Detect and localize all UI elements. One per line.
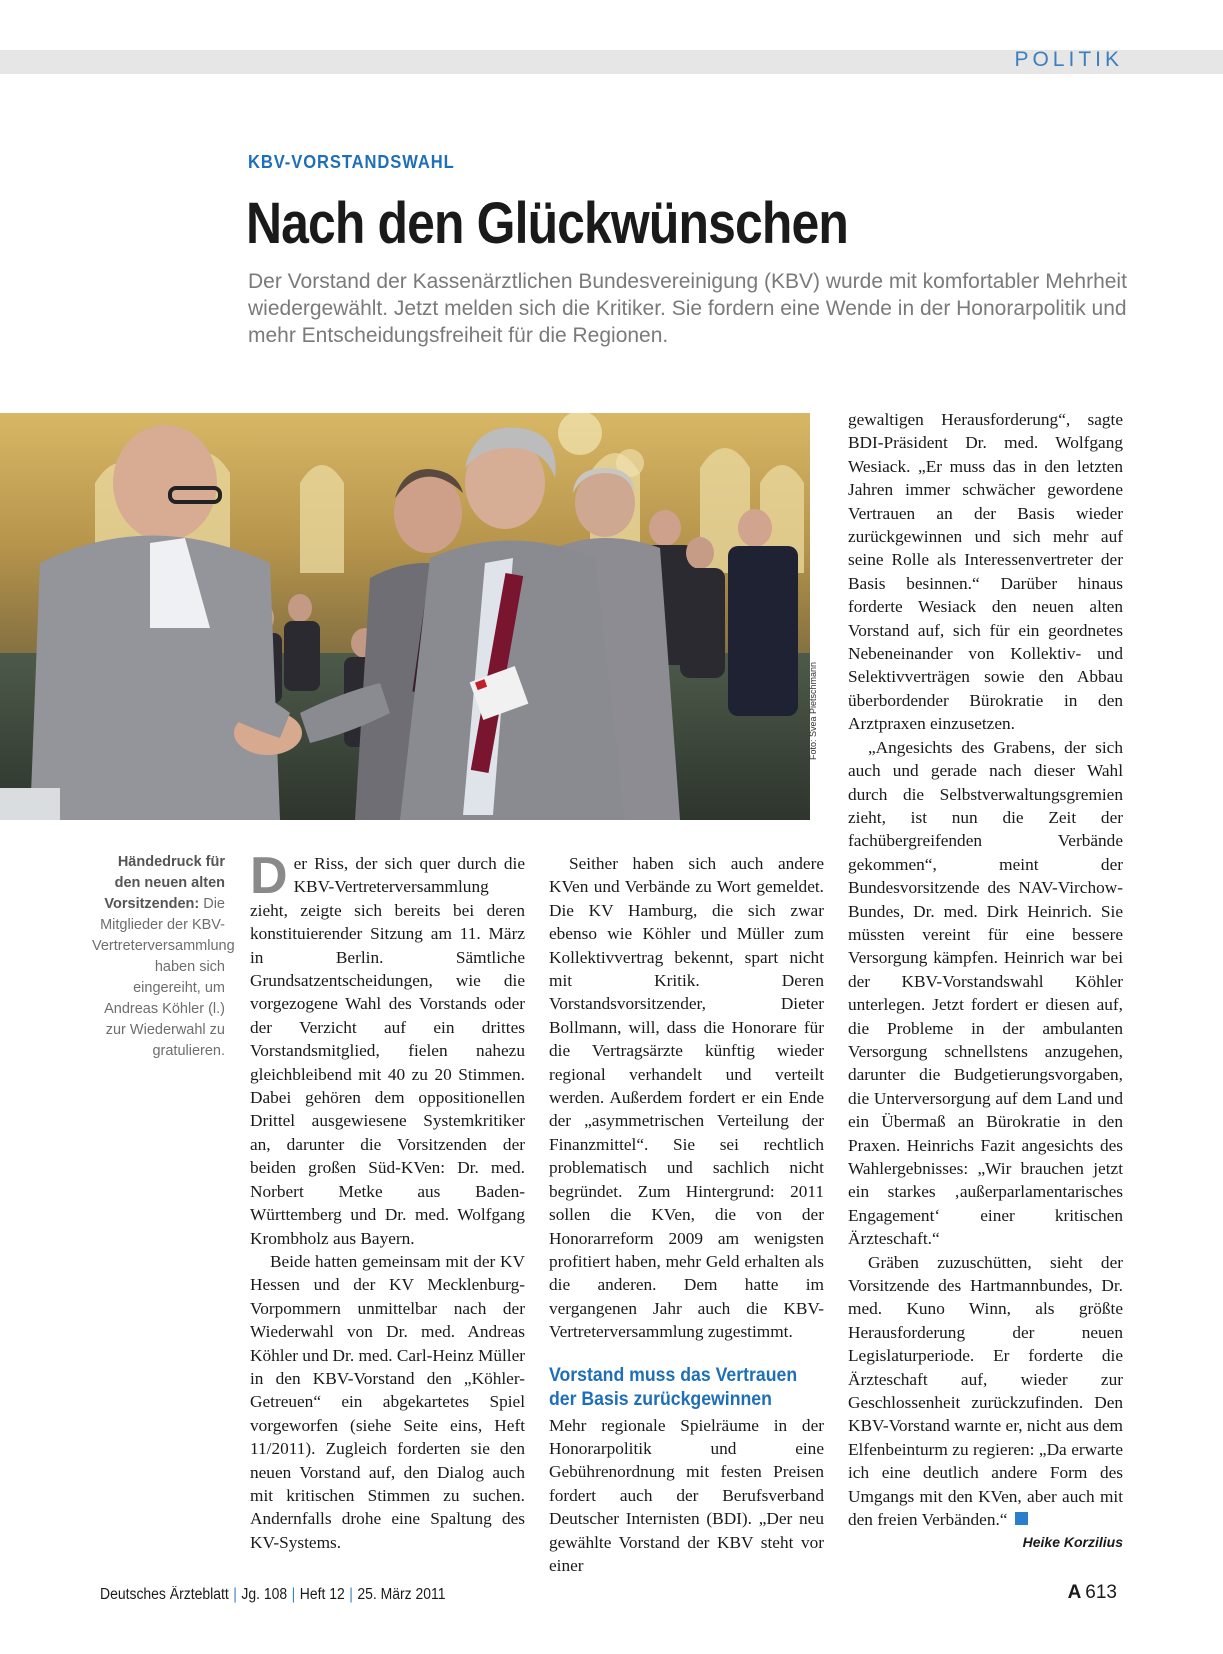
page-prefix: A	[1067, 1582, 1082, 1603]
article-column-2	[549, 852, 824, 1577]
caption-text: Die Mitglieder der KBV-Vertreterversammlung haben sich eingereiht, um Andreas Köhler (l.) zur Wiederwahl zu gratulieren.	[92, 896, 235, 1059]
end-mark-icon	[1015, 1512, 1028, 1525]
paragraph: Seither haben sich auch andere KVen und Verbände zu Wort gemeldet. Die KV Hamburg, die sich zwar ebenso wie Köhler und Müller zum Kollektivvertrag bekennt, spart nicht mit Kritik. Deren Vorstandsvorsitzender, Dieter Bollmann, will, dass die Honorare für die Vertragsärzte künftig wieder regional verhandelt und verteilt werden. Außerdem fordert er ein Ende der „asymmetrischen Verteilung der Finanzmittel“. Sie sei rechtlich problematisch und sachlich nicht begründet. Zum Hintergrund: 2011 sollen die KVen, die von der Honorarreform 2009 am wenigsten profitiert haben, mehr Geld erhalten als die anderen. Dem hatte im vergangenen Jahr auch die KBV-Vertreterversammlung zugestimmt.	[549, 854, 824, 1342]
journal-volume: Jg. 108	[241, 1586, 288, 1603]
photo-credit: Foto: Svea Pietschmann	[808, 661, 818, 760]
journal-issue: Heft 12	[299, 1586, 345, 1603]
paragraph: Beide hatten gemeinsam mit der KV Hessen und der KV Mecklenburg-Vorpommern unmittelbar nach der Wiederwahl von Dr. med. Andreas Köhler und Dr. med. Carl-Heinz Müller in den KBV-Vorstand den „Köhler-Getreuen“ ein abgekartetes Spiel vorgeworfen (siehe Seite eins, Heft 11/2011). Zugleich forderten sie den neuen Vorstand auf, den Dialog auch mit kritischen Stimmen zu suchen. Andernfalls drohe eine Spaltung des KV-Systems.	[250, 1251, 525, 1552]
paragraph: „Angesichts des Grabens, der sich auch und gerade nach dieser Wahl durch die Selbstverwaltungsgremien zieht, ist nun die Zeit der fachübergreifenden Verbände gekommen“, meint der Bundesvorsitzende des NAV-Virchow-Bundes, Dr. med. Dirk Heinrich. Sie müssten vereint für eine bessere Versorgung kämpfen. Heinrich war bei der KBV-Vorstandswahl Köhler unterlegen. Jetzt fordert er diesen auf, die Probleme in der ambulanten Versorgung schnellstens anzugehen, darunter die Budgetierungsvorgaben, die Unterversorgung auf dem Land und ein Übermaß an Bürokratie in den Praxen. Heinrichs Fazit angesichts des Wahlergebnisses: „Wir brauchen jetzt ein starkes ‚außerparlamentarisches Engagement‘ einer kritischen Ärzteschaft.“	[848, 737, 1123, 1249]
footer-separator: |	[291, 1586, 296, 1603]
article-lead: Der Vorstand der Kassenärztlichen Bundesvereinigung (KBV) wurde mit komfortabler Mehrheit wiedergewählt. Jetzt melden sich die Kritiker. Sie fordern eine Wende in der Honorarpolitik und mehr Entscheidungsfreiheit für die Regionen.	[248, 270, 1127, 347]
section-label: POLITIK	[1014, 48, 1123, 71]
article-column-3	[848, 408, 1123, 1532]
drop-cap: D	[250, 847, 288, 905]
paragraph: Mehr regionale Spielräume in der Honorarpolitik und eine Gebührenordnung mit festen Preisen fordert auch der Berufsverband Deutscher Internisten (BDI). „Der neu gewählte Vorstand der KBV steht vor einer	[549, 1415, 824, 1575]
handshake-photo-illustration	[0, 413, 810, 820]
paragraph: er Riss, der sich quer durch die KBV-Vertreterversammlung zieht, zeigte sich bereits bei deren konstituierender Sitzung am 11. März in Berlin. Sämtliche Grundsatzentscheidungen, wie die vorgezogene Wahl des Vorstands oder der Verzicht auf ein drittes Vorstandsmitglied, fielen nahezu gleichbleibend mit 40 zu 20 Stimmen. Dabei gehören dem oppositionellen Drittel ausgewiesene Systemkritiker an, darunter die Vorsitzenden der beiden großen Süd-KVen: Dr. med. Norbert Metke aus Baden-Württemberg und Dr. med. Wolfgang Krombholz aus Bayern.	[250, 854, 525, 1248]
caption-bold: Händedruck für den neuen alten Vorsitzenden:	[104, 854, 225, 912]
paragraph: gewaltigen Herausforderung“, sagte BDI-Präsident Dr. med. Wolfgang Wesiack. „Er muss das in den letzten Jahren immer schwächer gewordene Vertrauen an der Basis wieder zurückgewinnen und sich mehr auf seine Rolle als Interessenvertreter der Basis besinnen.“ Darüber hinaus forderte Wesiack den neuen alten Vorstand auf, sich für ein geordnetes Nebeneinander von Kollektiv- und Selektivverträgen sowie den Abbau überbordender Bürokratie in den Arztpraxen einzusetzen.	[848, 410, 1123, 734]
journal-name: Deutsches Ärzteblatt	[100, 1586, 229, 1603]
article-author: Heike Korzilius	[1022, 1534, 1123, 1550]
footer-separator: |	[349, 1586, 353, 1603]
article-kicker: KBV-VORSTANDSWAHL	[248, 152, 455, 172]
paragraph: Gräben zuzuschütten, sieht der Vorsitzende des Hartmannbundes, Dr. med. Kuno Winn, als größte Herausforderung der neuen Legislaturperiode. Er forderte die Ärzteschaft auf, wieder zur Geschlossenheit zurückzufinden. Den KBV-Vorstand warnte er, nicht aus dem Elfenbeinturm zu regieren: „Da erwarte ich eine deutlich andere Form des Umgangs mit den KVen, aber auch mit den freien Verbänden.“	[848, 1252, 1123, 1530]
photo-caption	[92, 852, 235, 1062]
article-photo	[0, 413, 810, 820]
journal-date: 25. März 2011	[357, 1586, 446, 1603]
footer-separator: |	[233, 1586, 237, 1603]
article-headline: Nach den Glückwünschen	[246, 191, 848, 256]
article-column-1	[250, 847, 525, 1554]
page-number-value: 613	[1085, 1582, 1117, 1603]
page-number	[1068, 1582, 1117, 1604]
article-subheading: Vorstand muss das Vertrauen der Basis zurückgewinnen	[549, 1364, 798, 1410]
page-footer	[100, 1586, 446, 1604]
